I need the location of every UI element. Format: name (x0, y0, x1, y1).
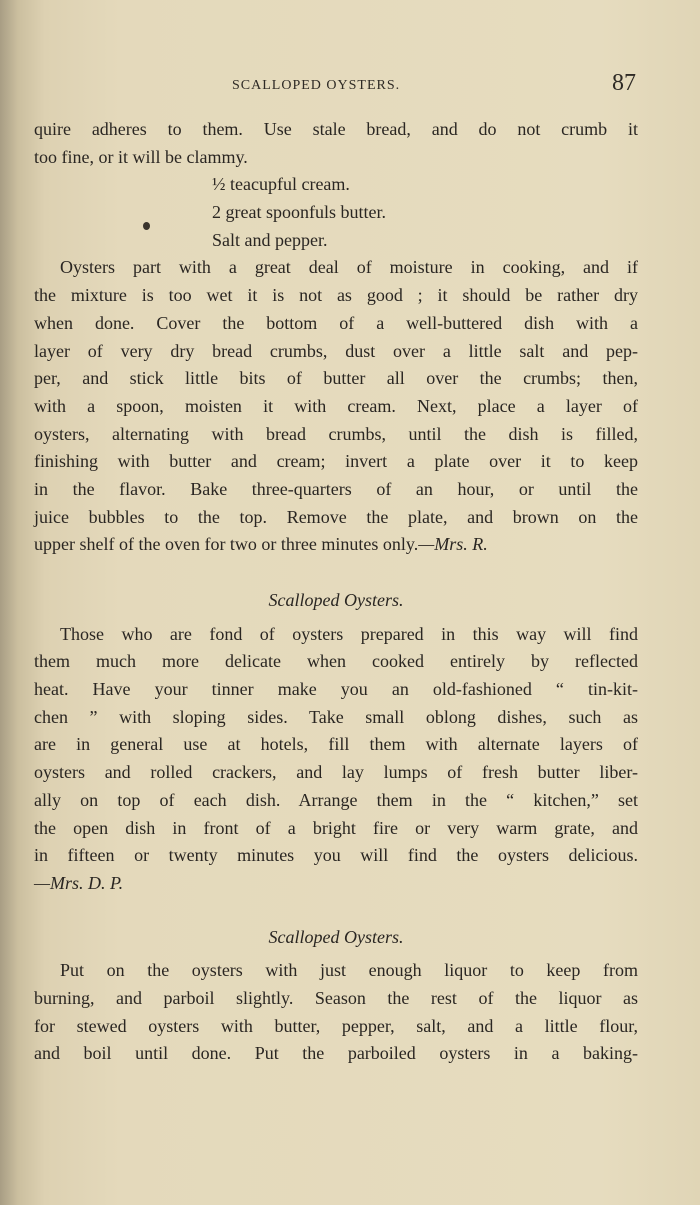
ingredient-line: Salt and pepper. (212, 229, 328, 250)
text-line: chen ” with sloping sides. Take small oblong dishes, such as (34, 706, 638, 727)
text-line: them much more delicate when cooked entirely by reflected (34, 651, 638, 672)
text-line: juice bubbles to the top. Remove the plate, and brown on the (34, 506, 638, 527)
signature: —Mrs. R. (418, 534, 488, 555)
text-line: for stewed oysters with butter, pepper, salt, and a little flour, (34, 1015, 638, 1036)
spacer (34, 898, 638, 924)
signature: —Mrs. D. P. (34, 872, 124, 893)
text-line: per, and stick little bits of butter all over the crumbs; then, (34, 368, 638, 389)
text-line: are in general use at hotels, fill them with alternate layers of (34, 734, 638, 755)
text-line: Put on the oysters with just enough liquor to keep from (60, 960, 638, 981)
text-segment: upper shelf of the oven for two or three minutes only. (34, 534, 419, 555)
text-line: with a spoon, moisten it with cream. Next, place a layer of (34, 395, 638, 416)
page-header (0, 70, 700, 100)
text-line: the open dish in front of a bright fire or very warm grate, and (34, 817, 638, 838)
text-line: quire adheres to them. Use stale bread, and do not crumb it (34, 119, 638, 139)
text-line: burning, and parboil slightly. Season the rest of the liquor as (34, 987, 638, 1008)
text-line: when done. Cover the bottom of a well-buttered dish with a (34, 312, 638, 333)
section-heading: Scalloped Oysters. (268, 926, 404, 947)
text-line: Those who are fond of oysters prepared in this way will find (60, 623, 638, 644)
running-head: SCALLOPED OYSTERS. (232, 78, 401, 93)
text-line: in the flavor. Bake three-quarters of an hour, or until the (34, 478, 638, 499)
text-line: and boil until done. Put the parboiled oysters in a baking- (34, 1043, 638, 1064)
text-line: ally on top of each dish. Arrange them in the “ kitchen,” set (34, 789, 638, 810)
body-text (34, 116, 638, 1068)
text-line: Oysters part with a great deal of moisture in cooking, and if (60, 257, 638, 278)
spacer (34, 559, 638, 587)
text-line: too fine, or it will be clammy. (34, 146, 248, 167)
text-line: oysters, alternating with bread crumbs, until the dish is filled, (34, 423, 638, 444)
section-heading: Scalloped Oysters. (268, 590, 404, 610)
text-line: finishing with butter and cream; invert a plate over it to keep (34, 451, 638, 472)
text-line: the mixture is too wet it is not as good ; it should be rather dry (34, 285, 638, 306)
page-number: 87 (612, 70, 636, 96)
text-line (34, 531, 638, 559)
ingredient-line: ½ teacupful cream. (212, 174, 350, 195)
text-line: in fifteen or twenty minutes you will find the oysters delicious. (34, 845, 638, 866)
ingredient-line: 2 great spoonfuls butter. (212, 202, 386, 223)
text-line: oysters and rolled crackers, and lay lumps of fresh butter liber- (34, 762, 638, 783)
text-line: heat. Have your tinner make you an old-fashioned “ tin-kit- (34, 679, 638, 700)
text-line: layer of very dry bread crumbs, dust over a little salt and pep- (34, 340, 638, 361)
